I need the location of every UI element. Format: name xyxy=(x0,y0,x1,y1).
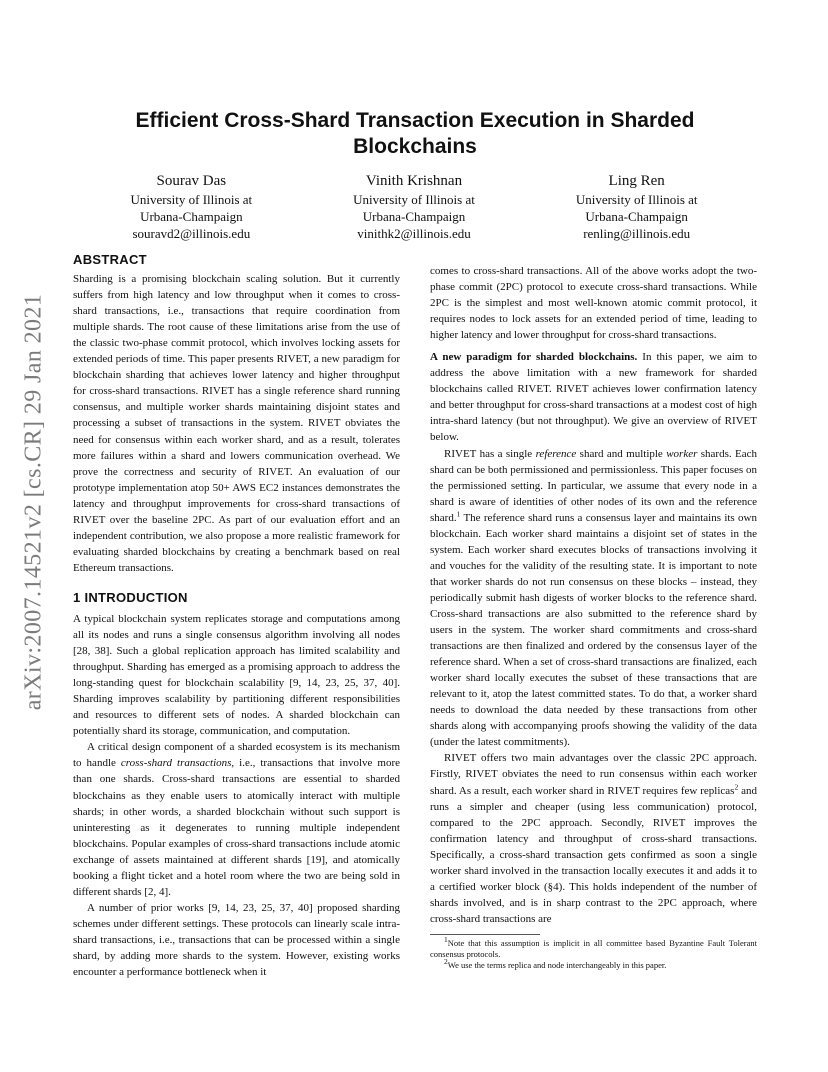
footnote-mark-1[interactable]: 1 xyxy=(456,509,461,519)
text-run: In this paper, we aim to address the above limitation with a new framework for sharded blockchains called RIVET. RIVET achieves lower confirmation latency and better throughput for cross-shard transactions at a modest cost of high intra-shard latency (but not throughput). We give an overview of RIVET below. xyxy=(430,351,757,444)
arxiv-identifier-text: arXiv:2007.14521v2 [cs.CR] 29 Jan 2021 xyxy=(20,293,47,711)
paradigm-paragraph xyxy=(430,349,757,445)
emphasis-cross-shard: cross-shard transactions xyxy=(120,757,232,770)
footnote-1 xyxy=(430,935,757,960)
abstract-text: Sharding is a promising blockchain scaling solution. But it currently suffers from high latency and low throughput when it comes to cross-shard transactions, i.e., transactions that require coordination from multiple shards. The root cause of these limitations arise from the use of the classic two-phase commit protocol, which involves locking assets for extended periods of time. This paper presents RIVET, a new paradigm for blockchain sharding that achieves lower latency and higher throughput for cross-shard transactions. RIVET has a single reference shard running consensus, and multiple worker shards maintaining disjoint states and processing a subset of transactions in the system. RIVET obviates the need for consensus within each worker shard, and as a result, tolerates more failures within a shard and lowers communication overhead. We prove the correctness and security of RIVET. An evaluation of our prototype implementation atop 50+ AWS EC2 instances demonstrates the latency and throughput improvements for cross-shard transactions of RIVET over the baseline 2PC. As part of our evaluation effort and an independent contribution, we also propose a more realistic framework for evaluating sharded blockchains by creating a benchmark based on real Ethereum transactions. xyxy=(73,273,400,574)
author-affiliation: University of Illinois at xyxy=(130,192,253,207)
footnote-text: We use the terms replica and node interchangeably in this paper. xyxy=(447,959,667,970)
footnote-number: 2 xyxy=(444,957,448,967)
author-affiliation: Urbana-Champaign xyxy=(585,209,688,224)
paper-title: Efficient Cross-Shard Transaction Execution in Sharded Blockchains xyxy=(135,109,695,158)
introduction-heading: 1 INTRODUCTION xyxy=(73,589,188,605)
emphasis-reference: reference xyxy=(535,447,577,460)
text-run: shards. Each shard can be both permissioned and permissionless. This paper focuses on the permissioned setting. In particular, we assume that every node in a shard is aware of identities of other nodes of its own and the reference shard. xyxy=(430,447,757,524)
intro-paragraph-3: A number of prior works [9, 14, 23, 25, 37, 40] proposed sharding schemes under different settings. These protocols can linearly scale intra-shard transactions, i.e., transactions that can be processed within a single shard, by adding more shards to the system. However, existing works encounter a performance bottleneck when it xyxy=(73,901,400,979)
rivet-overview-paragraph xyxy=(430,446,757,751)
author-affiliation: University of Illinois at xyxy=(575,192,698,207)
intro-paragraph-1: A typical blockchain system replicates storage and computations among all its nodes and runs a single consensus algorithm involving all nodes [28, 38]. Such a global replication approach has limited scalability and throughput. Sharding has emerged as a promising approach to address the long-standing quest for blockchain scalability [9, 14, 23, 25, 37, 40]. Sharding improves scalability by partitioning different responsibilities and resources to different sets of nodes. A sharded blockchain can potentially shard its storage, communication, and computation. xyxy=(73,612,400,738)
emphasis-worker: worker xyxy=(666,447,698,460)
right-column xyxy=(430,263,757,971)
arxiv-side-identifier xyxy=(12,292,56,712)
author-affiliation: University of Illinois at xyxy=(353,192,475,207)
text-run: shard and multiple xyxy=(576,447,667,460)
author-1 xyxy=(80,171,303,242)
author-affiliation: Urbana-Champaign xyxy=(140,209,243,224)
footnote-2 xyxy=(430,957,757,971)
author-3 xyxy=(525,171,748,242)
text-run: RIVET offers two main advantages over the classic 2PC approach. Firstly, RIVET obviates the need to run consensus within each worker shard. As a result, each worker shard in RIVET requires few replicas xyxy=(430,752,757,797)
text-run: and runs a simpler and cheaper (using less communication) protocol, compared to the 2PC approach. Secondly, RIVET improves the confirmation latency and throughput of cross-shard transactions. Specifically, a cross-shard transaction gets confirmed as soon a single worker shard involved in the transaction locally executes it and adds it to a certified worker block (§4). This holds independent of the number of shards involved, and is in sharp contrast to the 2PC approach, where cross-shard transactions are xyxy=(430,784,757,925)
text-run: The reference shard runs a consensus layer and maintains its own blockchain. Each worker shard maintains a disjoint set of states in the system. Each worker shard executes blocks of transactions involving it and vouches for the validity of the resulting state. It is important to note that worker shards do not run consensus on these blocks – instead, they periodically submit hash digests of worker blocks to the reference shard. Cross-shard transactions are also submitted to the reference shard by users in the system. The worker shard commitments and cross-shard transactions are then finalized and ordered by the consensus layer of the reference shard. When a set of cross-shard transactions are finalized, each worker shard locally executes the subset of these transactions that are relevant to it, atop the latest committed states. To do that, a worker shard needs to download the data needed by these transactions from other shards along with accompanying proofs showing the validity of the data (under the latest commitments). xyxy=(430,511,757,749)
advantages-paragraph xyxy=(430,750,757,927)
paragraph-run-in-heading: A new paradigm for sharded blockchains. xyxy=(430,351,638,364)
author-block xyxy=(80,171,748,242)
footnote-text: Note that this assumption is implicit in all committee based Byzantine Fault Tolerant consensus protocols. xyxy=(430,937,757,959)
abstract-heading: ABSTRACT xyxy=(73,252,147,267)
footnote-number: 1 xyxy=(444,935,448,945)
author-email: souravd2@illinois.edu xyxy=(132,226,251,241)
right-paragraph-continued: comes to cross-shard transactions. All of the above works adopt the two-phase commit (2PC) protocol to execute cross-shard transactions. While 2PC is the simplest and most well-known atomic commit protocol, it requires nodes to lock assets for an extended period of time, leading to higher latency and lower throughput for cross-shard transactions. xyxy=(430,265,757,342)
text-run: , i.e., transactions that involve more than one shards. Cross-shard transactions are essential to sharded blockchains as they enable users to atomically interact with multiple shards; in other words, a sharded blockchain without such support is uninteresting as it degenerates to running multiple independent blockchains. Popular examples of cross-shard transactions include atomic exchange of assets maintained at different shards [19], and atomically booking a flight ticket and a hotel room where the two are being sold in different shards [2, 4]. xyxy=(73,757,400,898)
footnote-mark-2[interactable]: 2 xyxy=(734,781,739,791)
intro-paragraph-2 xyxy=(73,739,400,899)
author-affiliation: Urbana-Champaign xyxy=(362,209,466,224)
left-column xyxy=(73,252,400,980)
author-2 xyxy=(303,171,526,242)
author-email: renling@illinois.edu xyxy=(583,226,691,241)
author-name: Ling Ren xyxy=(608,173,665,189)
text-run: A critical design component of a sharded ecosystem is its mechanism to handle xyxy=(73,741,400,770)
author-email: vinithk2@illinois.edu xyxy=(357,226,471,241)
text-run: RIVET has a single xyxy=(444,447,536,460)
author-name: Vinith Krishnan xyxy=(365,173,463,189)
author-name: Sourav Das xyxy=(156,173,227,189)
